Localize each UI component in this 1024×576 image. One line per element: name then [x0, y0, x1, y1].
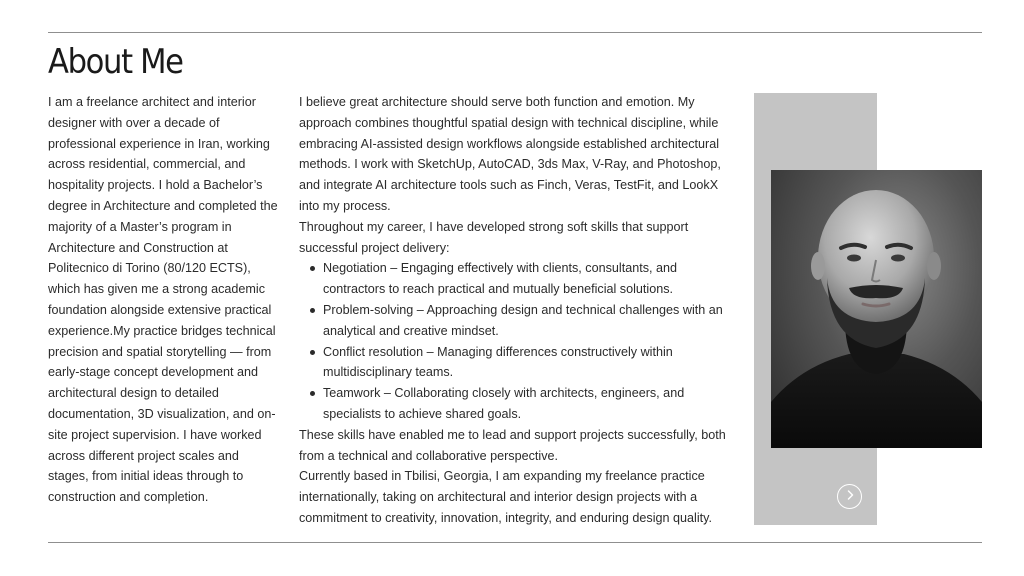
bio-paragraph: I am a freelance architect and interior designer with over a decade of professional experience in Iran, working across residential, commercial, and hospitality projects. I hold a Bachelor’s degree in Architecture and completed the majority of a Master’s program in Architecture and Construction at Politecnico di Torino (80/120 ECTS), which has given me a strong academic foundation alongside extensive practical experience.My practice bridges technical precision and spatial storytelling — from early-stage concept development and architectural design to detailed documentation, 3D visualization, and on-site project supervision. I have worked across different project scales and stages, from initial ideas through to construction and completion. — [48, 95, 278, 505]
skill-item-conflict-resolution: Conflict resolution – Managing differences constructively within multidisciplinary teams. — [299, 342, 739, 384]
skill-item-negotiation: Negotiation – Engaging effectively with clients, consultants, and contractors to reach practical and mutually beneficial solutions. — [299, 258, 739, 300]
top-divider — [48, 32, 982, 33]
bio-column-left — [48, 92, 280, 508]
page-title: About Me — [48, 42, 183, 82]
next-button[interactable] — [837, 484, 862, 509]
soft-skills-intro: Throughout my career, I have developed strong soft skills that support successful project delivery: — [299, 219, 689, 255]
skills-list — [299, 258, 739, 424]
closing-paragraph: Currently based in Tbilisi, Georgia, I am expanding my freelance practice internationally, taking on architectural and interior design projects with a commitment to creativity, innovation, integrity, and enduring design quality. — [299, 469, 713, 525]
skill-item-problem-solving: Problem-solving – Approaching design and technical challenges with an analytical and creative mindset. — [299, 300, 739, 342]
approach-paragraph: I believe great architecture should serve both function and emotion. My approach combines thoughtful spatial design with technical discipline, while embracing AI-assisted design workflows alongside established architectural methods. I work with SketchUp, AutoCAD, 3ds Max, V-Ray, and Photoshop, and integrate AI architecture tools such as Finch, Veras, TestFit, and LookX into my process. — [299, 95, 721, 213]
bottom-divider — [48, 542, 982, 543]
portrait-photo — [771, 170, 982, 448]
chevron-right-icon — [844, 488, 856, 506]
skills-summary: These skills have enabled me to lead and support projects successfully, both from a technical and collaborative perspective. — [299, 427, 726, 463]
bio-column-right — [299, 92, 739, 529]
skill-item-teamwork: Teamwork – Collaborating closely with architects, engineers, and specialists to achieve shared goals. — [299, 383, 739, 425]
